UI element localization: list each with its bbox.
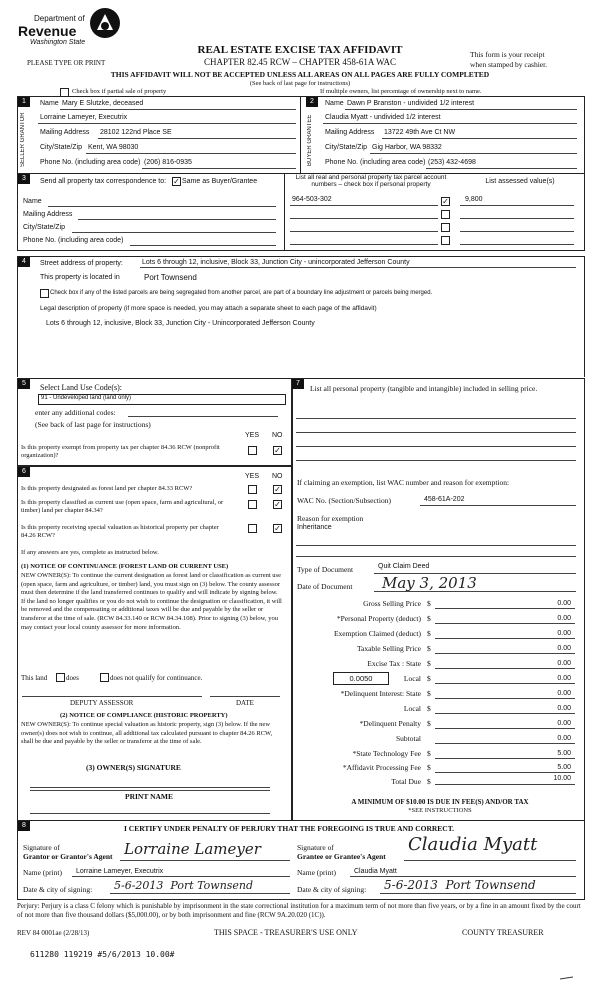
grantor-sig-label-1: Signature of: [23, 843, 60, 852]
s3-city-label: City/State/Zip: [23, 224, 66, 231]
buyer-phone-label: Phone No. (including area code): [325, 159, 426, 166]
grantor-name-line: [72, 876, 290, 877]
dollar-sign: $: [427, 777, 431, 786]
grantor-date-city-value: 5-6-2013 Port Townsend: [114, 879, 254, 892]
tax-row-value: 0.00: [557, 735, 571, 742]
forest-question: Is this property designated as forest land per chapter 84.33 RCW?: [21, 485, 193, 492]
county-treasurer-label: COUNTY TREASURER: [462, 928, 544, 937]
grantee-name-line: [350, 876, 576, 877]
tax-row-line: [435, 683, 575, 684]
buyer-address-label: Mailing Address: [325, 129, 375, 136]
grantee-sig-label-1: Signature of: [297, 843, 334, 852]
perjury-statement: Perjury: Perjury is a class C felony which is punishable by imprisonment in the state correctional institution for a maximum term of not more than five years, or by a fine in an amount fixed by the court of not more than five thousand dollars ($5,000.00), or by both imprisonment and fine (RCW 9A.20.020 (1C)).: [17, 902, 581, 919]
tax-row-value: 5.00: [557, 750, 571, 757]
historic-yes-checkbox[interactable]: [248, 524, 257, 533]
section-1-2-divider: [300, 96, 301, 173]
tax-row-value: 0.00: [557, 690, 571, 697]
tax-row-line: [435, 638, 575, 639]
doc-date-value: May 3, 2013: [382, 574, 477, 592]
seller-address-line: [98, 138, 296, 139]
doc-type-value: Quit Claim Deed: [378, 563, 430, 570]
tax-row-line: [435, 743, 575, 744]
seller-city-value: Kent, WA 98030: [88, 144, 139, 151]
exempt-no-checkbox[interactable]: ✓: [274, 446, 281, 455]
tax-row-label: *Delinquent Interest: State: [340, 689, 421, 698]
receipt-note-1: This form is your receipt: [470, 50, 545, 59]
parcel-line-2: [290, 218, 438, 219]
section-5-number: 5: [18, 379, 30, 389]
buyer-name2-line: [323, 123, 577, 124]
section-6-number: 6: [18, 467, 30, 477]
tax-row-line: [435, 608, 575, 609]
form-title: REAL ESTATE EXCISE TAX AFFIDAVIT: [197, 44, 403, 56]
assessed-line-1: [460, 205, 574, 206]
deputy-date-label: DATE: [236, 699, 254, 707]
grantor-sig-label-2: Grantor or Grantor's Agent: [23, 852, 113, 861]
seller-address-label: Mailing Address: [40, 129, 90, 136]
s6-yes-header: YES: [245, 473, 260, 480]
tax-row-line: [435, 623, 575, 624]
s3-phone-line: [130, 245, 276, 246]
current-use-yes-checkbox[interactable]: [248, 500, 257, 509]
legal-value: Lots 6 through 12, inclusive, Block 33, Junction City - Unincorporated Jefferson County: [46, 320, 315, 327]
dollar-sign: $: [427, 763, 431, 772]
personal-property-line-3: [296, 446, 576, 447]
personal-property-line-1: [296, 418, 576, 419]
section-4-number: 4: [18, 257, 30, 267]
tax-row-line: [435, 728, 575, 729]
s3-mailing-label: Mailing Address: [23, 211, 73, 218]
section-3-number: 3: [18, 174, 30, 184]
doc-type-label: Type of Document: [297, 565, 354, 574]
grantee-sig-label-2: Grantee or Grantee's Agent: [297, 852, 386, 861]
buyer-name-label: Name: [325, 100, 344, 107]
reason-label: Reason for exemption: [297, 514, 364, 523]
tax-row-value: 0.00: [557, 645, 571, 652]
land-use-label: Select Land Use Code(s):: [40, 383, 122, 392]
buyer-phone-line: [426, 168, 577, 169]
send-correspondence-label: Send all property tax correspondence to:: [40, 178, 167, 185]
does-not-checkbox[interactable]: [100, 673, 109, 682]
local-rate-value: 0.0050: [349, 674, 373, 683]
located-value: Port Townsend: [144, 273, 197, 282]
grantor-name-label: Name (print): [23, 868, 62, 877]
same-as-buyer-label: Same as Buyer/Grantee: [182, 178, 258, 185]
print-name-label: PRINT NAME: [125, 792, 173, 801]
buyer-city-label: City/State/Zip: [325, 144, 368, 151]
s3-name-line: [48, 206, 276, 207]
segregation-checkbox[interactable]: [40, 289, 49, 298]
dollar-sign: $: [427, 629, 431, 638]
notice-1-title: (1) NOTICE OF CONTINUANCE (FOREST LAND OR CURRENT USE): [21, 563, 229, 570]
seller-side-label: SELLER GRANTOR: [20, 112, 26, 168]
form-chapter: CHAPTER 82.45 RCW – CHAPTER 458-61A WAC: [204, 57, 396, 67]
buyer-city-line: [370, 153, 577, 154]
tax-row-line: [435, 784, 575, 785]
exemption-label: If claiming an exemption, list WAC number and reason for exemption:: [297, 478, 510, 487]
current-use-question: Is this property classified as current use (open space, farm and agricultural, or timber) land per chapter 84.34?: [21, 499, 224, 514]
personal-property-line-2: [296, 432, 576, 433]
grantee-name-label: Name (print): [297, 868, 336, 877]
cashier-stamp: 611280 119219 #5/6/2013 10.00#: [30, 950, 175, 959]
grantor-name-value: Lorraine Lameyer, Executrix: [76, 868, 164, 875]
does-label: does: [66, 674, 79, 682]
owner-sig-line-2: [30, 790, 270, 791]
tax-row-value: 5.00: [557, 764, 571, 771]
tax-row-line: [435, 772, 575, 773]
seller-city-line: [86, 153, 296, 154]
deputy-assessor-label: DEPUTY ASSESSOR: [70, 699, 134, 707]
buyer-name-value: Dawn P Branston - undivided 1/2 interest: [347, 100, 475, 107]
dollar-sign: $: [427, 704, 431, 713]
additional-codes-label: enter any additional codes:: [35, 408, 116, 417]
parcel-2-personal-checkbox[interactable]: [441, 210, 450, 219]
personal-property-label: List all personal property (tangible and intangible) included in selling price.: [310, 384, 538, 393]
tax-row-value: 0.00: [557, 600, 571, 607]
s6-no-header: NO: [272, 473, 283, 480]
grantee-signature: Claudia Myatt: [408, 834, 538, 855]
s3-name-label: Name: [23, 198, 42, 205]
seller-name-line: [60, 109, 296, 110]
buyer-side-label: BUYER GRANTEE: [307, 114, 313, 166]
s3-phone-label: Phone No. (including area code): [23, 237, 124, 244]
tax-row-label: *Affidavit Processing Fee: [342, 763, 421, 772]
dollar-sign: $: [427, 749, 431, 758]
seller-phone-line: [142, 168, 296, 169]
forest-no-checkbox[interactable]: ✓: [274, 485, 281, 494]
dor-logo-icon: [88, 6, 122, 40]
section-7-number: 7: [292, 379, 304, 389]
dept-of: Department of: [34, 14, 85, 23]
tax-row-label: Subtotal: [395, 734, 421, 743]
tax-calculation-table: [291, 597, 583, 787]
assessed-header: List assessed value(s): [485, 178, 555, 185]
street-line: [140, 267, 576, 268]
reason-line-1: [296, 545, 576, 546]
treasurer-space-label: THIS SPACE - TREASURER'S USE ONLY: [214, 928, 358, 937]
tax-row-value: 0.00: [557, 660, 571, 667]
dollar-sign: $: [427, 614, 431, 623]
grantor-date-city-label: Date & city of signing:: [23, 885, 93, 894]
located-label: This property is located in: [40, 274, 120, 281]
tax-row-value: 0.00: [557, 630, 571, 637]
grantor-signature: Lorraine Lameyer: [124, 840, 261, 858]
section-1-number: 1: [18, 97, 30, 107]
exempt-yes-checkbox[interactable]: [248, 446, 257, 455]
tax-row-label: Local: [403, 674, 421, 683]
s5-see-back: (See back of last page for instructions): [35, 420, 151, 429]
parcel-line-3: [290, 231, 438, 232]
street-value: Lots 6 through 12, inclusive, Block 33, Junction City - unincorporated Jefferson County: [142, 259, 410, 266]
seller-name2-line: [38, 123, 296, 124]
please-type: PLEASE TYPE OR PRINT: [27, 59, 106, 67]
dollar-sign: $: [427, 674, 431, 683]
dollar-sign: $: [427, 599, 431, 608]
current-use-no-checkbox[interactable]: ✓: [274, 500, 281, 509]
seller-name2-value: Lorraine Lameyer, Executrix: [40, 114, 128, 121]
form-number: REV 84 0001ae (2/28/13): [17, 929, 90, 937]
owner-signature-label: (3) OWNER(S) SIGNATURE: [86, 763, 181, 772]
dollar-sign: $: [427, 689, 431, 698]
dor-logo: [8, 6, 118, 50]
grantee-sig-line: [404, 860, 576, 861]
additional-codes-line: [128, 416, 278, 417]
receipt-note-2: when stamped by cashier.: [470, 60, 548, 69]
see-back-note: (See back of last page for instructions): [249, 80, 351, 87]
corner-mark-icon: [560, 973, 574, 977]
seller-phone-value: (206) 816-0935: [144, 159, 192, 166]
dept-revenue: Revenue: [18, 23, 77, 39]
wac-value: 458-61A-202: [424, 496, 465, 503]
tax-row-line: [435, 698, 575, 699]
parcel-header: List all real and personal property tax parcel account numbers – check box if personal property: [295, 174, 447, 188]
dollar-sign: $: [427, 659, 431, 668]
section-8-number: 8: [18, 821, 30, 831]
parcel-3-personal-checkbox[interactable]: [441, 223, 450, 232]
dept-state: Washington State: [30, 39, 86, 46]
tax-row-value: 0.00: [557, 720, 571, 727]
print-name-line: [30, 813, 270, 814]
tax-row-line: [435, 713, 575, 714]
dollar-sign: $: [427, 644, 431, 653]
s3-mailing-line: [78, 219, 276, 220]
wac-label: WAC No. (Section/Subsection): [297, 496, 391, 505]
seller-city-label: City/State/Zip: [40, 144, 83, 151]
segregation-label: Check box if any of the listed parcels are being segregated from another parcel, are part of a boundary line adjustment or parcels being merged.: [50, 290, 433, 296]
s5-no-header: NO: [272, 432, 283, 439]
tax-row-value: 0.00: [557, 615, 571, 622]
exempt-question: Is this property exempt from property tax per chapter 84.36 RCW (nonprofit organization)?: [21, 444, 220, 459]
s3-city-line: [72, 232, 276, 233]
owner-sig-line-1: [30, 787, 270, 788]
seller-address-value: 28102 122nd Place SE: [100, 129, 172, 136]
parcel-line-1: [290, 205, 438, 206]
tax-row-label: Gross Selling Price: [363, 599, 421, 608]
seller-name-value: Mary E Slutzke, deceased: [62, 100, 144, 107]
tax-row-label: Excise Tax : State: [367, 659, 421, 668]
grantee-date-city-value: 5-6-2013 Port Townsend: [384, 878, 536, 892]
minimum-fee-note: A MINIMUM OF $10.00 IS DUE IN FEE(S) AND/OR TAX: [351, 798, 529, 806]
parcel-number-value: 964-503-302: [292, 196, 332, 203]
assessed-line-2: [460, 218, 574, 219]
land-use-value: 91 - Undeveloped land (land only): [41, 395, 132, 401]
notice-1-text: NEW OWNER(S): To continue the current designation as forest land or classification as current use (open space, farm and agriculture, or timber) land, you must sign on (3) below. The county assessor must then determine if the land transferred continues to qualify and will indicate by signing below. If the land no longer qualifies or you do not wish to continue the designation or classification, it will be removed and the compensating or additional taxes will be due and payable by the seller or transferor at the time of sale. (RCW 84.33.140 or RCW 84.34.108). Prior to signing (3) below, you may contact your local county assessor for more information.: [21, 572, 282, 631]
tax-row-label: *State Technology Fee: [352, 749, 421, 758]
buyer-city-value: Gig Harbor, WA 98332: [372, 144, 442, 151]
if-yes-note: If any answers are yes, complete as instructed below.: [21, 549, 159, 556]
certify-statement: I CERTIFY UNDER PENALTY OF PERJURY THAT THE FOREGOING IS TRUE AND CORRECT.: [124, 824, 455, 833]
grantor-sig-line: [120, 860, 290, 861]
section-3-divider: [284, 173, 285, 250]
see-instructions-note: *SEE INSTRUCTIONS: [408, 807, 472, 814]
personal-property-line-4: [296, 460, 576, 461]
tax-row-label: Taxable Selling Price: [356, 644, 421, 653]
street-label: Street address of property:: [40, 260, 123, 267]
notice-2-text: NEW OWNER(S): To continue special valuation as historic property, sign (3) below. If the new owner(s) does not wish to continue, all additional tax calculated pursuant to chapter 84.26 RCW, shall be due and payable by the seller or transferor at the time of sale.: [21, 721, 273, 746]
tax-row-label: Local: [403, 704, 421, 713]
grantor-date-city-line: [110, 893, 290, 894]
tax-row-label: *Personal Property (deduct): [336, 614, 421, 623]
tax-row-label: *Delinquent Penalty: [359, 719, 421, 728]
parcel-4-personal-checkbox[interactable]: [441, 236, 450, 245]
same-as-buyer-checkbox[interactable]: ✓: [173, 177, 180, 186]
buyer-address-line: [382, 138, 577, 139]
assessed-line-3: [460, 231, 574, 232]
buyer-name2-value: Claudia Myatt - undivided 1/2 interest: [325, 114, 441, 121]
dollar-sign: $: [427, 719, 431, 728]
grantee-name-value: Claudia Myatt: [354, 868, 397, 875]
buyer-name-line: [345, 109, 577, 110]
doc-date-label: Date of Document: [297, 582, 353, 591]
seller-phone-label: Phone No. (including area code): [40, 159, 141, 166]
section-2-number: 2: [306, 97, 318, 107]
warning-text: THIS AFFIDAVIT WILL NOT BE ACCEPTED UNLESS ALL AREAS ON ALL PAGES ARE FULLY COMPLETED: [110, 70, 490, 79]
historic-no-checkbox[interactable]: ✓: [274, 524, 281, 533]
buyer-phone-value: (253) 432-4698: [428, 159, 476, 166]
assessed-value: 9,800: [465, 196, 483, 203]
tax-row-value: 0.00: [557, 675, 571, 682]
parcel-line-4: [290, 244, 438, 245]
assessed-line-4: [460, 244, 574, 245]
this-land-label: This land: [21, 674, 48, 682]
forest-yes-checkbox[interactable]: [248, 485, 257, 494]
does-checkbox[interactable]: [56, 673, 65, 682]
notice-2-title: (2) NOTICE OF COMPLIANCE (HISTORIC PROPERTY): [60, 712, 228, 719]
tax-row-label: Total Due: [391, 777, 421, 786]
wac-line: [420, 505, 576, 506]
tax-row-line: [435, 653, 575, 654]
tax-row-line: [435, 758, 575, 759]
reason-line-2: [296, 556, 576, 557]
grantee-date-city-label: Date & city of signing:: [297, 885, 367, 894]
does-not-label: does not qualify for continuance.: [110, 674, 203, 682]
buyer-address-value: 13722 49th Ave Ct NW: [384, 129, 456, 136]
multiple-owners-note: If multiple owners, list percentage of ownership next to name.: [320, 88, 482, 95]
historic-question: Is this property receiving special valuation as historical property per chapter 84.26 RCW?: [21, 524, 219, 539]
tax-row-label: Exemption Claimed (deduct): [333, 629, 421, 638]
tax-row-value: 10.00: [553, 775, 571, 782]
legal-label: Legal description of property (if more space is needed, you may attach a separate sheet to each page of the affidavit): [40, 305, 377, 312]
deputy-date-line: [210, 696, 280, 697]
s5-yes-header: YES: [245, 432, 260, 439]
partial-sale-label: Check box if partial sale of property: [72, 88, 167, 95]
reason-value: Inheritance: [297, 524, 332, 531]
tax-row-value: 0.00: [557, 705, 571, 712]
grantee-date-city-line: [380, 893, 576, 894]
deputy-line: [22, 696, 202, 697]
doc-date-line: [374, 591, 576, 592]
seller-name-label: Name: [40, 100, 59, 107]
tax-row-line: [435, 668, 575, 669]
parcel-1-personal-checkbox[interactable]: ✓: [442, 197, 449, 206]
